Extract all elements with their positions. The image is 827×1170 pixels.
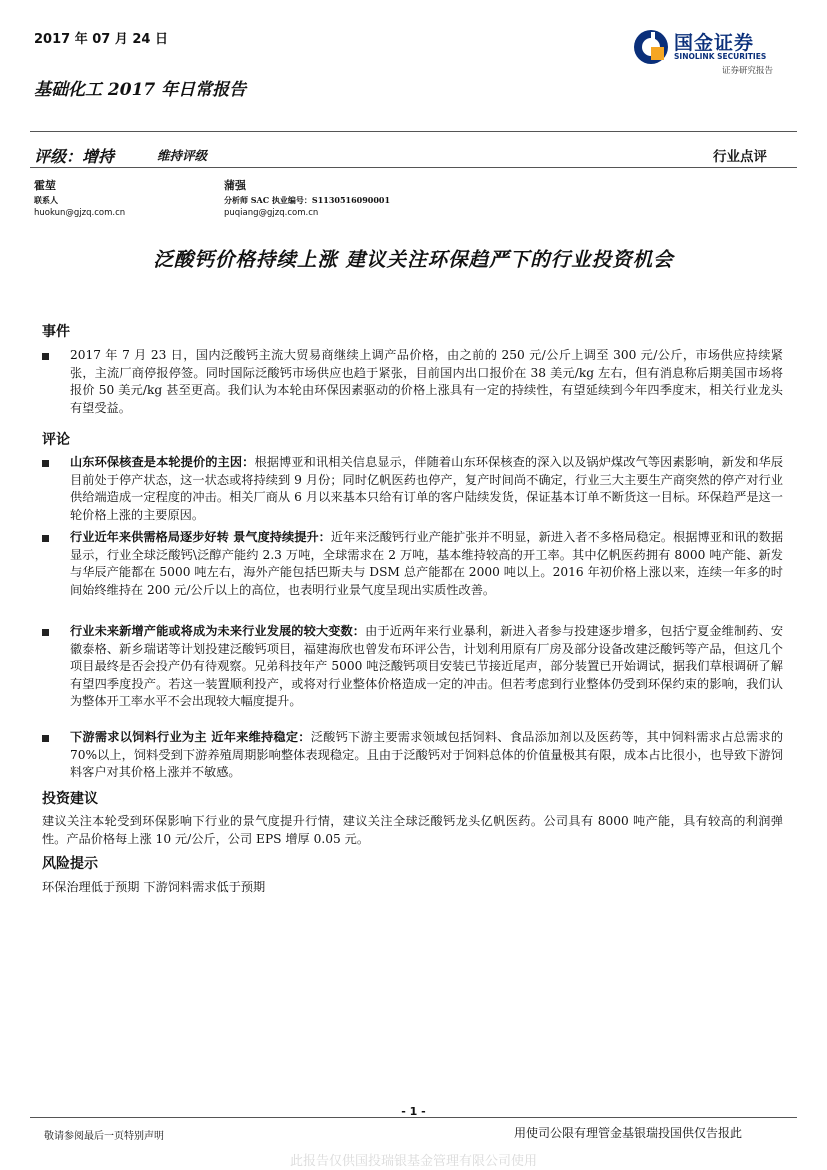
analyst-email: puqiang@gjzq.com.cn: [224, 208, 319, 218]
headline: 泛酸钙价格持续上涨 建议关注环保趋严下的行业投资机会: [153, 248, 674, 271]
report-title: 基础化工 2017 年日常报告: [34, 80, 247, 100]
header-divider: [30, 131, 797, 132]
sinolink-logo-icon: [632, 28, 670, 66]
watermark: 此报告仅供国投瑞银基金管理有限公司使用: [289, 1154, 537, 1169]
analyst-2: [224, 177, 390, 218]
rating-divider: [30, 167, 797, 168]
comment-lead: 行业未来新增产能或将成为未来行业发展的较大变数：: [70, 624, 366, 638]
logo-cn-text: 国金证券: [674, 32, 755, 54]
comment-3: [70, 623, 783, 711]
analyst-1: [34, 177, 125, 218]
bullet-icon: [42, 535, 49, 542]
comment-lead: 行业近年来供需格局逐步好转 景气度持续提升：: [70, 530, 331, 544]
bullet-icon: [42, 460, 49, 467]
comment-4: [70, 729, 783, 782]
footer-notice: 用使司公限有理管金基银瑞投国供仅告报此: [514, 1126, 743, 1140]
analyst-role: 分析师 SAC 执业编号：S1130516090001: [224, 195, 391, 205]
footer-divider: [30, 1117, 797, 1118]
report-date: 2017 年 07 月 24 日: [34, 32, 168, 47]
section-title-event: 事件: [42, 324, 70, 340]
bullet-icon: [42, 353, 49, 360]
analyst-email: huokun@gjzq.com.cn: [34, 208, 126, 218]
comment-2: [70, 529, 783, 599]
comment-1: [70, 454, 783, 524]
comment-text: 近年来泛酸钙行业产能扩张并不明显，新进入者不多格局稳定。根据博亚和讯的数据显示，行业全球泛酸钙\泛醇产能约 2.3 万吨，全球需求在 2 万吨，基本维持较高的开工率。其中亿帆医药拥有 8000 吨产能、新发与华辰产能都在 5000 吨左右，海外产能包括巴斯夫与 DSM 总产能都在 2000 吨以上。2016 年初价格上涨以来，连续一年多的时间始终维持在 200 元/公斤以上的高位，也表明行业景气度呈现出实质性改善。: [70, 530, 784, 597]
analyst-name: 霍堃: [34, 179, 56, 192]
event-text: 2017 年 7 月 23 日，国内泛酸钙主流大贸易商继续上调产品价格，由之前的 250 元/公斤上调至 300 元/公斤，市场供应持续紧张，主流厂商停报停签。同时国际泛酸钙市场供应也趋于紧张，目前国内出口报价在 38 美元/kg 左右，但有消息称后期美国市场将报价 50 美元/kg 甚至更高。我们认为本轮由环保因素驱动的价格上涨具有一定的持续性，有望延续到今年四季度末，相关行业龙头有望受益。: [70, 348, 783, 415]
section-title-risk: 风险提示: [42, 856, 98, 872]
comment-text: 根据博亚和讯相关信息显示，伴随着山东环保核查的深入以及锅炉煤改气等因素影响，新发和华辰目前处于停产状态，这一状态或将持续到 9 月份；同时亿帆医药也停产，复产时间尚不确定，行业三大主要生产商突然的停产对行业供给端造成一定程度的冲击。相关厂商从 6 月以来基本只给有订单的客户陆续发货，保证基本订单不断货这一目标。环保趋严是这一轮价格上涨的主要原因。: [70, 455, 784, 522]
comment-text: 泛酸钙下游主要需求领域包括饲料、食品添加剂以及医药等，其中饲料需求占总需求的 70%以上，饲料受到下游养殖周期影响整体表现稳定。且由于泛酸钙对于饲料总体的价值量极其有限，成本占比很小，也导致下游饲料客户对其价格上涨并不敏感。: [70, 730, 784, 779]
page-number: - 1 -: [401, 1105, 426, 1118]
invest-text: 建议关注本轮受到环保影响下行业的景气度提升行情，建议关注全球泛酸钙龙头亿帆医药。公司具有 8000 吨产能，具有较高的利润弹性。产品价格每上涨 10 元/公斤，公司 EPS 增厚 0.05 元。: [42, 814, 783, 846]
risk-text: 环保治理低于预期 下游饲料需求低于预期: [42, 880, 266, 894]
logo-subtitle: 证券研究报告: [722, 66, 774, 76]
rating-sub: 维持评级: [157, 148, 208, 163]
comment-lead: 下游需求以饲料行业为主 近年来维持稳定：: [70, 730, 311, 744]
rating-label: 评级：增持: [34, 147, 115, 166]
section-title-invest: 投资建议: [42, 791, 98, 807]
bullet-icon: [42, 735, 49, 742]
comment-lead: 山东环保核查是本轮提价的主因：: [70, 455, 255, 469]
bullet-icon: [42, 629, 49, 636]
analyst-role: 联系人: [34, 195, 58, 205]
comment-text: 由于近两年来行业暴利，新进入者参与投建逐步增多，包括宁夏金维制药、安徽泰格、新乡瑞诺等计划投建泛酸钙项目，福建海欣也曾发布环评公告，计划利用原有厂房及部分设备改建泛酸钙等产品，但这几个项目最终是否会投产仍有待观察。兄弟科技年产 5000 吨泛酸钙项目安装已节接近尾声，部分装置已开始调试，据我们草根调研了解有望四季度投产。若这一装置顺利投产，或将对行业整体价格造成一定的冲击。但若考虑到行业整体仍受到环保约束的影响，我们认为整体开工率水平不会出现较大幅度提升。: [70, 624, 784, 708]
section-title-comment: 评论: [42, 432, 70, 448]
report-type: 行业点评: [713, 149, 767, 165]
analyst-name: 蒲强: [224, 179, 246, 192]
logo-en-text: SINOLINK SECURITIES: [674, 52, 767, 61]
disclaimer: 敬请参阅最后一页特别声明: [44, 1131, 164, 1142]
